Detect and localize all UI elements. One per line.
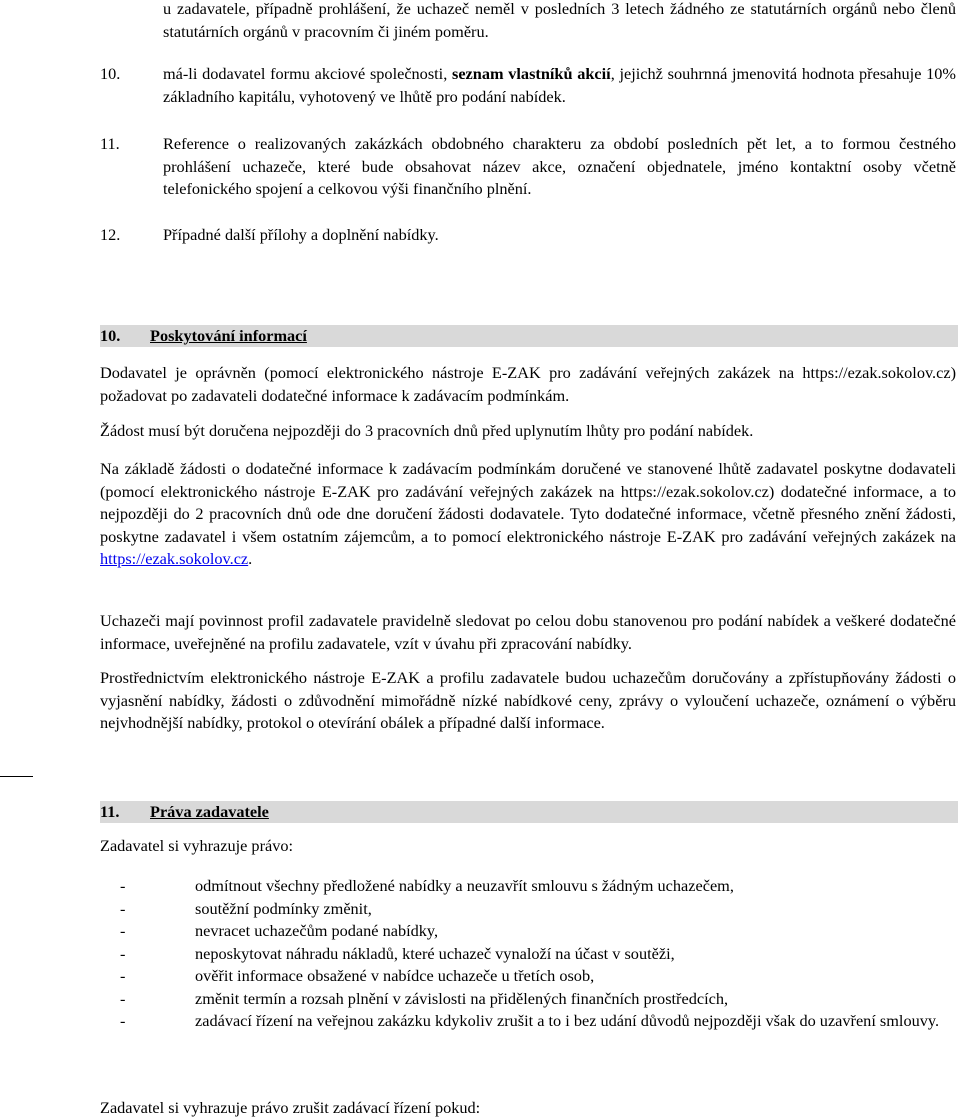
paragraph: Prostřednictvím elektronického nástroje E-ZAK a profilu zadavatele budou uchazečům doručovány a zpřístupňovány žádosti o vyjasnění nabídky, žádosti o zdůvodnění mimořádně nízké nabídkové ceny, zprávy o vyloučení uchazeče, oznámení o výběru nejvhodnější nabídky, protokol o otevírání obálek a případné další informace. <box>100 668 956 732</box>
section-title: Poskytování informací <box>150 326 307 345</box>
list-item: - neposkytovat náhradu nákladů, které uchazeč vynaloží na účast v soutěži, <box>120 943 675 963</box>
list-item: - změnit termín a rozsah plnění v závislosti na přidělených finančních prostředcích, <box>120 988 729 1008</box>
list-item: - nevracet uchazečům podané nabídky, <box>120 921 439 940</box>
item-number: 12. <box>100 225 121 244</box>
paragraph: Žádost musí být doručena nejpozději do 3 pracovních dnů před uplynutím lhůty pro podání nabídek. <box>100 421 754 440</box>
paragraph: Zadavatel si vyhrazuje právo: <box>100 836 294 855</box>
list-item <box>100 63 956 108</box>
list-item <box>100 224 956 247</box>
item-text: má-li dodavatel formu akciové společnosti, seznam vlastníků akcií, jejichž souhrnná jmenovitá hodnota přesahuje 10% základního kapitálu, vyhotovený ve lhůtě pro podání nabídek. <box>163 64 956 106</box>
rights-list <box>100 875 956 1033</box>
paragraph: Zadavatel si vyhrazuje právo zrušit zadávací řízení pokud: <box>100 1098 481 1117</box>
section-heading <box>100 325 958 347</box>
list-item: - soutěžní podmínky změnit, <box>120 898 372 918</box>
paragraph: Uchazeči mají povinnost profil zadavatele pravidelně sledovat po celou dobu stanovenou pro podání nabídek a veškeré dodatečné informace, uveřejněné na profilu zadavatele, vzít v úvahu při zpracování nabídky. <box>100 611 956 653</box>
item-bold-text: seznam vlastníků akcií <box>452 64 611 83</box>
item-text: Případné další přílohy a doplnění nabídky. <box>163 225 439 244</box>
section-number: 10. <box>100 326 121 345</box>
item-text: Reference o realizovaných zakázkách obdobného charakteru za období posledních pět let, a to formou čestného prohlášení uchazeče, které bude obsahovat název akce, označení objednatele, jméno kontaktní osoby včetně telefonického spojení a celkovou výši finančního plnění. <box>163 134 956 198</box>
paragraph: Dodavatel je oprávněn (pomocí elektronického nástroje E-ZAK pro zadávání veřejných zakázek na https://ezak.sokolov.cz) požadovat po zadavateli dodatečné informace k zadávacím podmínkám. <box>100 363 956 405</box>
section-heading <box>100 801 958 823</box>
ezak-link[interactable]: https://ezak.sokolov.cz <box>100 549 249 568</box>
intro-continuation: u zadavatele, případně prohlášení, že uchazeč neměl v posledních 3 letech žádného ze statutárních orgánů nebo členů statutárních orgánů v pracovním či jiném poměru. <box>163 0 956 41</box>
section-title: Práva zadavatele <box>150 802 269 821</box>
list-item: - zadávací řízení na veřejnou zakázku kdykoliv zrušit a to i bez udání důvodů nejpozději však do uzavření smlouvy. <box>120 1011 940 1030</box>
item-number: 10. <box>100 64 121 83</box>
list-item: - ověřit informace obsažené v nabídce uchazeče u třetích osob, <box>120 966 595 985</box>
item-number: 11. <box>100 134 120 153</box>
paragraph: Na základě žádosti o dodatečné informace k zadávacím podmínkám doručené ve stanovené lhůtě zadavatel poskytne dodavateli (pomocí elektronického nástroje E-ZAK pro zadávání veřejných zakázek na https://ezak.sokolov.cz) dodatečné informace, a to nejpozději do 2 pracovních dnů ode dne doručení žádosti dodavatele. Tyto dodatečné informace, včetně přesného znění žádosti, poskytne zadavatel i všem ostatním zájemcům, a to pomocí elektronického nástroje E-ZAK pro zadávání veřejných zakázek na https://ezak.sokolov.cz. <box>100 459 956 568</box>
footnote-rule <box>0 776 33 777</box>
list-item <box>100 133 956 201</box>
section-number: 11. <box>100 802 120 821</box>
list-item: - odmítnout všechny předložené nabídky a neuzavřít smlouvu s žádným uchazečem, <box>120 876 734 895</box>
